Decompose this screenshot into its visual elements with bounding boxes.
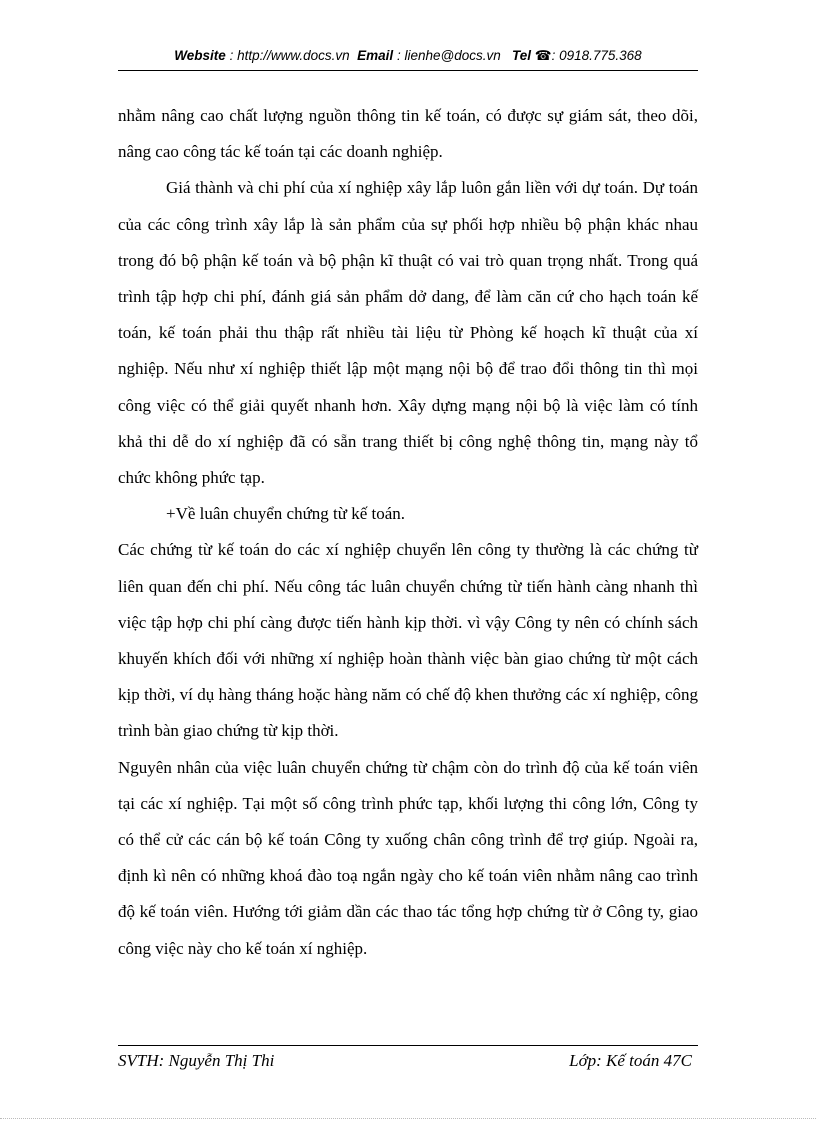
document-body: [118, 98, 698, 967]
phone-icon: ☎: [534, 48, 552, 63]
tel-label: Tel: [511, 48, 531, 63]
page-header: [118, 48, 698, 64]
tel-value: : 0918.775.368: [551, 48, 642, 63]
footer-student: SVTH: Nguyễn Thị Thi: [118, 1051, 275, 1070]
page-edge-divider: [0, 1118, 816, 1119]
paragraph: Các chứng từ kế toán do các xí nghiệp chuyển lên công ty thường là các chứng từ liên quan đến chi phí. Nếu công tác luân chuyển chứng từ tiến hành càng nhanh thì việc tập hợp chi phí càng được tiến hành kịp thời. vì vậy Công ty nên có chính sách khuyến khích đối với những xí nghiệp hoàn thành việc bàn giao chứng từ một cách kịp thời, ví dụ hàng tháng hoặc hàng năm có chế độ khen thưởng các xí nghiệp, công trình bàn giao chứng từ kịp thời.: [118, 540, 698, 741]
email-label: Email: [357, 48, 394, 63]
footer-class: Lớp: Kế toán 47C: [569, 1051, 692, 1070]
website-value: : http://www.docs.vn: [229, 48, 350, 63]
footer-divider: [118, 1045, 698, 1046]
section-heading: +Về luân chuyển chứng từ kế toán.: [166, 504, 406, 524]
website-label: Website: [174, 48, 226, 63]
header-divider: [118, 70, 698, 71]
email-value: : lienhe@docs.vn: [396, 48, 501, 63]
paragraph: Giá thành và chi phí của xí nghiệp xây lắp luôn gắn liền với dự toán. Dự toán của các công trình xây lắp là sản phẩm của sự phối hợp nhiều bộ phận khác nhau trong đó bộ phận kế toán và bộ phận kĩ thuật có vai trò quan trọng nhất. Trong quá trình tập hợp chi phí, đánh giá sản phẩm dở dang, để làm căn cứ cho hạch toán kế toán, kế toán phải thu thập rất nhiều tài liệu từ Phòng kế hoạch kĩ thuật của xí nghiệp. Nếu như xí nghiệp thiết lập một mạng nội bộ để trao đổi thông tin thì mọi công việc có thể giải quyết nhanh hơn. Xây dựng mạng nội bộ là việc làm có tính khả thi dễ do xí nghiệp đã có sẵn trang thiết bị công nghệ thông tin, mạng này tổ chức không phức tạp.: [118, 178, 698, 488]
paragraph: Nguyên nhân của việc luân chuyển chứng từ chậm còn do trình độ của kế toán viên tại các xí nghiệp. Tại một số công trình phức tạp, khối lượng thi công lớn, Công ty có thể cử các cán bộ kế toán Công ty xuống chân công trình để trợ giúp. Ngoài ra, định kì nên có những khoá đào toạ ngắn ngày cho kế toán viên nhằm nâng cao trình độ kế toán viên. Hướng tới giảm dần các thao tác tổng hợp chứng từ ở Công ty, giao công việc này cho kế toán xí nghiệp.: [118, 757, 698, 958]
paragraph: nhằm nâng cao chất lượng nguồn thông tin kế toán, có được sự giám sát, theo dõi, nâng cao công tác kế toán tại các doanh nghiệp.: [118, 106, 698, 162]
